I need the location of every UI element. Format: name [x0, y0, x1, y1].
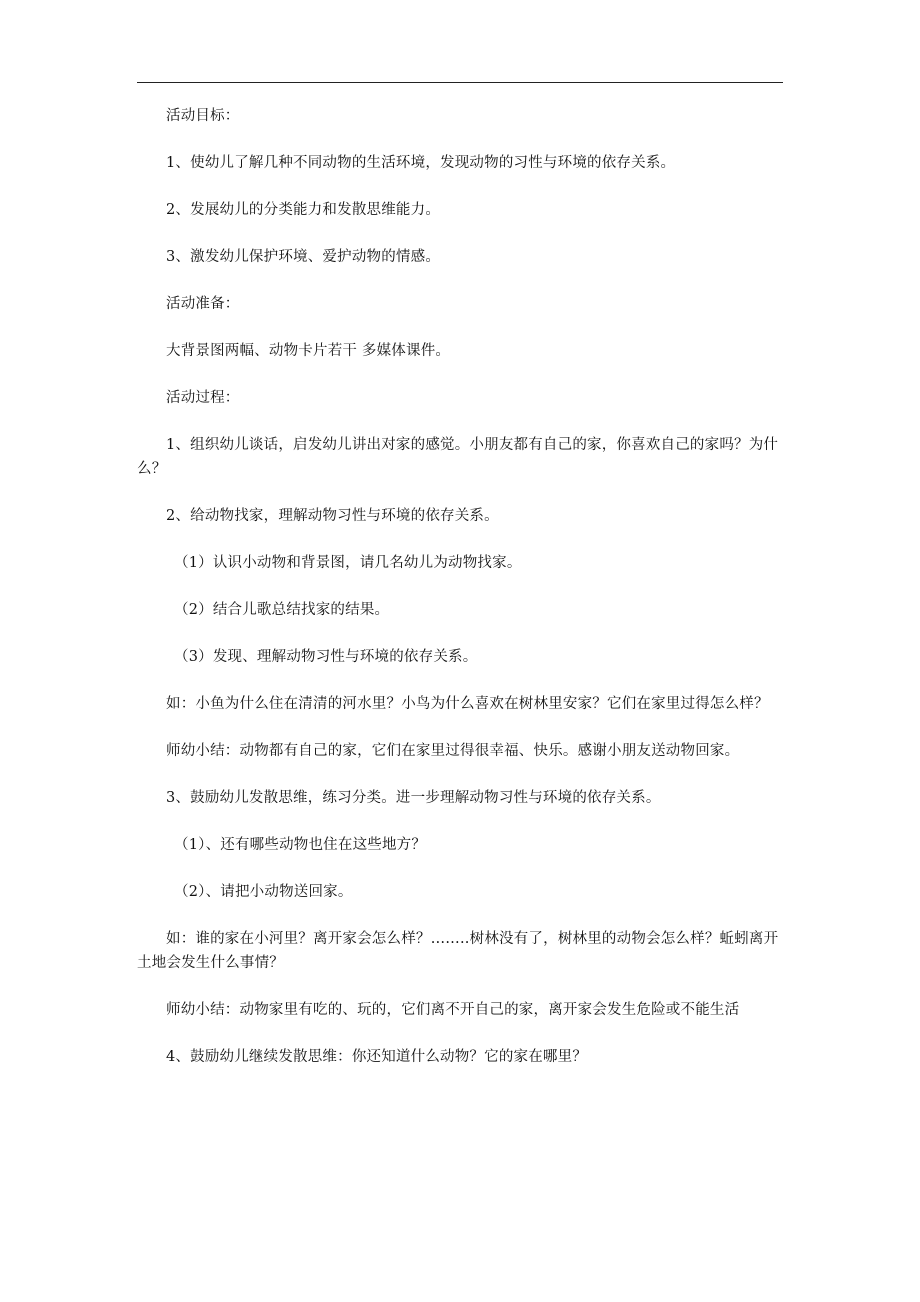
- process-step-3: 3、鼓励幼儿发散思维，练习分类。进一步理解动物习性与环境的依存关系。: [166, 790, 661, 806]
- process-heading: 活动过程：: [166, 390, 240, 406]
- goal-heading: 活动目标：: [166, 108, 240, 124]
- summary-1: 师幼小结：动物都有自己的家，它们在家里过得很幸福、快乐。感谢小朋友送动物回家。: [166, 743, 740, 759]
- process-step-2-sub-1: （1）认识小动物和背景图，请几名幼儿为动物找家。: [174, 555, 522, 571]
- prep-materials: 大背景图两幅、动物卡片若干 多媒体课件。: [166, 343, 451, 359]
- document-body: [137, 104, 783, 1092]
- example-questions-1: 如：小鱼为什么住在清清的河水里？小鸟为什么喜欢在树林里安家？它们在家里过得怎么样？: [166, 696, 769, 712]
- header-rule: [137, 82, 783, 83]
- process-step-2-sub-3: （3）发现、理解动物习性与环境的依存关系。: [174, 649, 478, 665]
- summary-2: 师幼小结：动物家里有吃的、玩的，它们离不开自己的家，离开家会发生危险或不能生活: [166, 1002, 740, 1018]
- goal-item-2: 2、发展幼儿的分类能力和发散思维能力。: [166, 202, 441, 218]
- process-step-1: 1、组织幼儿谈话，启发幼儿讲出对家的感觉。小朋友都有自己的家，你喜欢自己的家吗？为什么？: [137, 437, 779, 477]
- goal-item-1: 1、使幼儿了解几种不同动物的生活环境，发现动物的习性与环境的依存关系。: [166, 155, 676, 171]
- goal-item-3: 3、激发幼儿保护环境、爱护动物的情感。: [166, 249, 441, 265]
- process-step-3-sub-2: （2）、请把小动物送回家。: [174, 884, 353, 900]
- process-step-2: 2、给动物找家，理解动物习性与环境的依存关系。: [166, 508, 499, 524]
- process-step-2-sub-2: （2）结合儿歌总结找家的结果。: [174, 602, 390, 618]
- example-questions-2: 如：谁的家在小河里？离开家会怎么样？……..树林没有了，树林里的动物会怎么样？蚯蚓离开土地会发生什么事情？: [137, 931, 779, 971]
- prep-heading: 活动准备：: [166, 296, 240, 312]
- process-step-3-sub-1: （1）、还有哪些动物也住在这些地方？: [174, 837, 427, 853]
- process-step-4: 4、鼓励幼儿继续发散思维：你还知道什么动物？它的家在哪里？: [166, 1049, 588, 1065]
